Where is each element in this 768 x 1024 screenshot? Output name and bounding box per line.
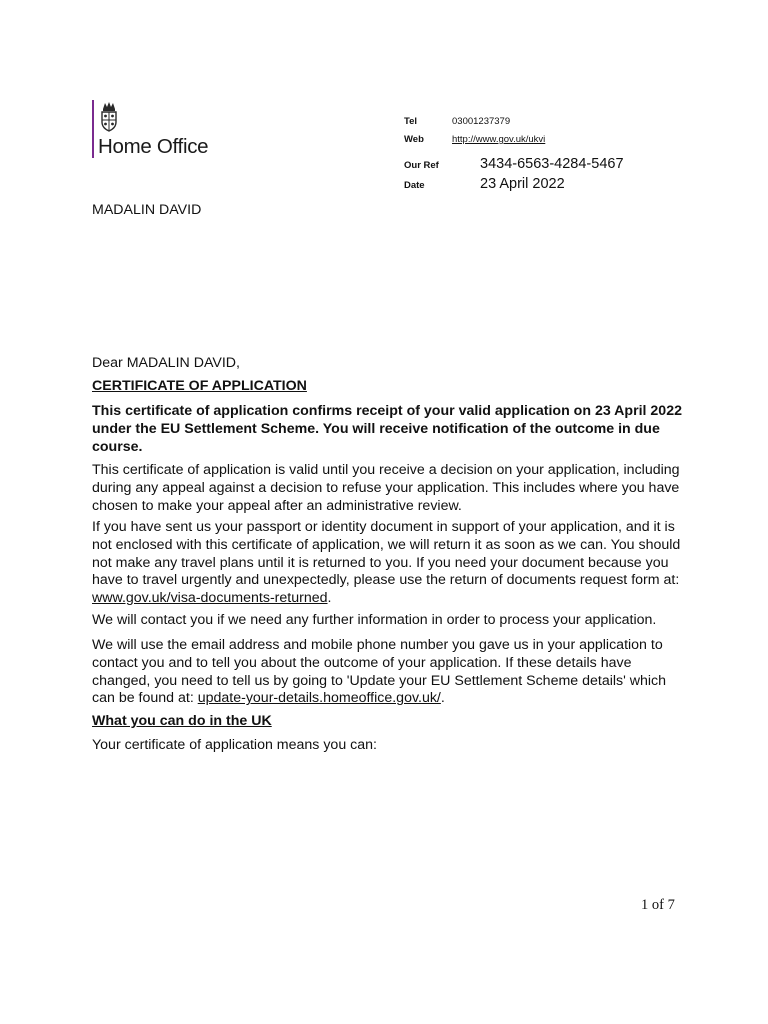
recipient-name: MADALIN DAVID xyxy=(92,202,202,218)
uk-rights-subheading: What you can do in the UK xyxy=(92,713,272,729)
passport-paragraph-end: . xyxy=(327,590,332,607)
royal-crest-icon xyxy=(98,100,120,134)
email-paragraph xyxy=(92,637,684,708)
web-link[interactable]: http://www.gov.uk/ukvi xyxy=(452,134,546,145)
means-paragraph: Your certificate of application means you can: xyxy=(92,737,377,753)
page-number: 1 of 7 xyxy=(641,897,675,913)
passport-paragraph-text: If you have sent us your passport or identity document in support of your application, and it is not enclosed with this certificate of application, we will return it as soon as we can. You should not make any travel plans until it is returned to you. If you need your document because you have to travel urgently and unexpectedly, please use the return of documents request form at: xyxy=(92,519,681,589)
date-value: 23 April 2022 xyxy=(480,176,565,192)
email-paragraph-text: We will use the email address and mobile phone number you gave us in your application to contact you and to tell you about the outcome of your application. If these details have changed, you need to tell us by going to 'Update your EU Settlement Scheme details' which can be found at: xyxy=(92,637,667,707)
our-ref-value: 3434-6563-4284-5467 xyxy=(480,156,624,172)
visa-documents-returned-link[interactable]: www.gov.uk/visa-documents-returned xyxy=(92,590,328,607)
salutation: Dear MADALIN DAVID, xyxy=(92,355,240,371)
certificate-heading: CERTIFICATE OF APPLICATION xyxy=(92,378,307,394)
email-paragraph-end: . xyxy=(440,690,445,707)
passport-paragraph xyxy=(92,519,684,608)
contact-paragraph: We will contact you if we need any further information in order to process your application. xyxy=(92,612,657,628)
our-ref-label: Our Ref xyxy=(404,160,439,171)
update-details-link[interactable]: update-your-details.homeoffice.gov.uk/ xyxy=(197,690,441,707)
tel-value: 03001237379 xyxy=(452,116,511,127)
tel-label: Tel xyxy=(404,116,418,127)
validity-paragraph: This certificate of application is valid until you receive a decision on your application, including during any appeal against a decision to refuse your application. This includes where you have chosen to make your appeal after an administrative review. xyxy=(92,462,680,514)
web-label: Web xyxy=(404,134,424,145)
logo-accent-bar xyxy=(92,100,94,158)
date-label: Date xyxy=(404,180,425,191)
intro-paragraph: This certificate of application confirms receipt of your valid application on 23 April 2022 under the EU Settlement Scheme. You will receive notification of the outcome in due course. xyxy=(92,403,682,455)
logo-text: Home Office xyxy=(98,135,209,158)
